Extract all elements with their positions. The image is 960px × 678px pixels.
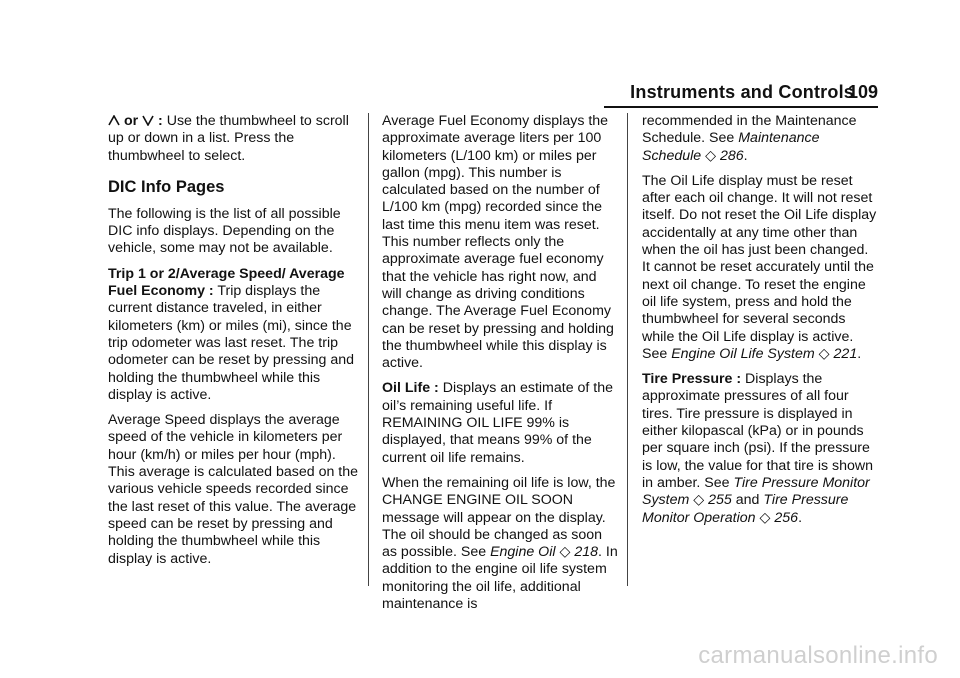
trip-text: Trip displays the current distance traveled, in either kilometers (km) or miles (mi), since the trip odometer was last reset. The trip odometer can be reset by pressing and holding the thumbwheel while this display is active. (108, 283, 355, 403)
page-ref-icon: ◇ (759, 509, 771, 526)
tire-pressure-text: Displays the approximate pressures of all four tires. Tire pressure is displayed in either kilopascal (kPa) or in pounds per square inch (psi). If the pressure is low, the value for that tire is shown in amber. See (642, 371, 874, 491)
tire-pressure-monitor-system-page[interactable]: 255 (708, 492, 732, 509)
oil-life-label: Oil Life : (382, 380, 439, 397)
oil-life-text: Displays an estimate of the oil’s remaining useful life. If REMAINING OIL LIFE 99% is displayed, that means 99% of the current oil life remains. (382, 380, 614, 466)
tire-pressure-label: Tire Pressure : (642, 371, 742, 388)
maintenance-schedule-page[interactable]: 286 (720, 147, 744, 164)
page-header (0, 76, 960, 106)
engine-oil-life-system-link[interactable]: Engine Oil Life System (671, 345, 815, 362)
oil-reset-paragraph (642, 173, 878, 363)
header-rule (604, 106, 878, 108)
column-1 (108, 113, 358, 576)
thumbwheel-colon: : (154, 113, 163, 129)
section-title: Instruments and Controls (630, 82, 854, 102)
column-2 (382, 113, 618, 621)
tire-text-end: . (798, 509, 803, 526)
oil-low-text: When the remaining oil life is low, the CHANGE ENGINE OIL SOON message will appear on the display. The oil should be changed as soon as possible. See (382, 474, 616, 561)
average-fuel-paragraph: Average Fuel Economy displays the approximate average liters per 100 kilometers (L/100 km) or miles per gallon (mpg). This number is calculated based on the number of L/100 km (mpg) recorded since the last time this menu item was reset. This number reflects only the approximate average fuel economy that the vehicle has right now, and will change as driving conditions change. The Average Fuel Economy can be reset by pressing and holding the thumbwheel while this display is active. (382, 113, 614, 372)
page-ref-icon: ◇ (693, 492, 705, 509)
trip-paragraph (108, 266, 358, 404)
oil-reset-text: The Oil Life display must be reset after each oil change. It will not reset itself. Do not reset the Oil Life display accidentally at any time other than when the oil has just been changed. It cannot be reset accurately until the next oil change. To reset the engine oil life system, press and hold the thumbwheel for several seconds while the Oil Life display is active. See (642, 172, 877, 362)
or-label: or (123, 113, 139, 129)
maintenance-text: recommended in the Maintenance Schedule. See (642, 113, 857, 147)
oil-low-paragraph (382, 475, 618, 613)
chevron-up-icon (108, 114, 120, 125)
intro-paragraph: The following is the list of all possible DIC info displays. Depending on the vehicle, some may not be available. (108, 205, 341, 257)
oil-life-paragraph (382, 380, 618, 466)
page-ref-icon: ◇ (818, 345, 830, 362)
column-divider-left (368, 113, 369, 586)
tire-and-text: and (731, 492, 764, 509)
engine-oil-life-system-page[interactable]: 221 (833, 345, 858, 362)
thumbwheel-text: Use the thumbwheel to scroll up or down in a list. Press the thumbwheel to select. (108, 113, 349, 164)
tire-pressure-monitor-operation-page[interactable]: 256 (774, 509, 799, 526)
chevron-down-icon (142, 114, 154, 125)
tire-pressure-paragraph (642, 371, 878, 527)
maintenance-paragraph (642, 113, 878, 165)
watermark: carmanualsonline.info (698, 642, 938, 669)
oil-reset-text-end: . (857, 345, 862, 362)
maintenance-text-end: . (743, 147, 748, 164)
page-number: 109 (847, 82, 878, 102)
column-divider-right (627, 113, 628, 586)
dic-info-heading: DIC Info Pages (108, 177, 225, 196)
average-speed-paragraph: Average Speed displays the average speed of the vehicle in kilometers per hour (km/h) or miles per hour (mph). This average is calculated based on the various vehicle speeds recorded since the last reset of this value. The average speed can be reset by pressing and holding the thumbwheel while this display is active. (108, 412, 359, 567)
tire-pressure-monitor-system-link[interactable]: Tire Pressure Monitor System (642, 474, 870, 509)
thumbwheel-paragraph (108, 113, 358, 165)
trip-label: Trip 1 or 2/Average Speed/ Average Fuel Economy : (108, 265, 345, 300)
engine-oil-page[interactable]: 218 (574, 544, 599, 561)
page-ref-icon: ◇ (559, 544, 571, 561)
engine-oil-link[interactable]: Engine Oil (490, 544, 556, 561)
maintenance-schedule-link[interactable]: Maintenance Schedule (642, 130, 820, 164)
oil-low-text-end: . In addition to the engine oil life system monitoring the oil life, additional maintenance is (382, 544, 618, 613)
column-3 (642, 113, 878, 535)
page-ref-icon: ◇ (705, 147, 717, 164)
tire-pressure-monitor-operation-link[interactable]: Tire Pressure Monitor Operation (642, 492, 849, 526)
